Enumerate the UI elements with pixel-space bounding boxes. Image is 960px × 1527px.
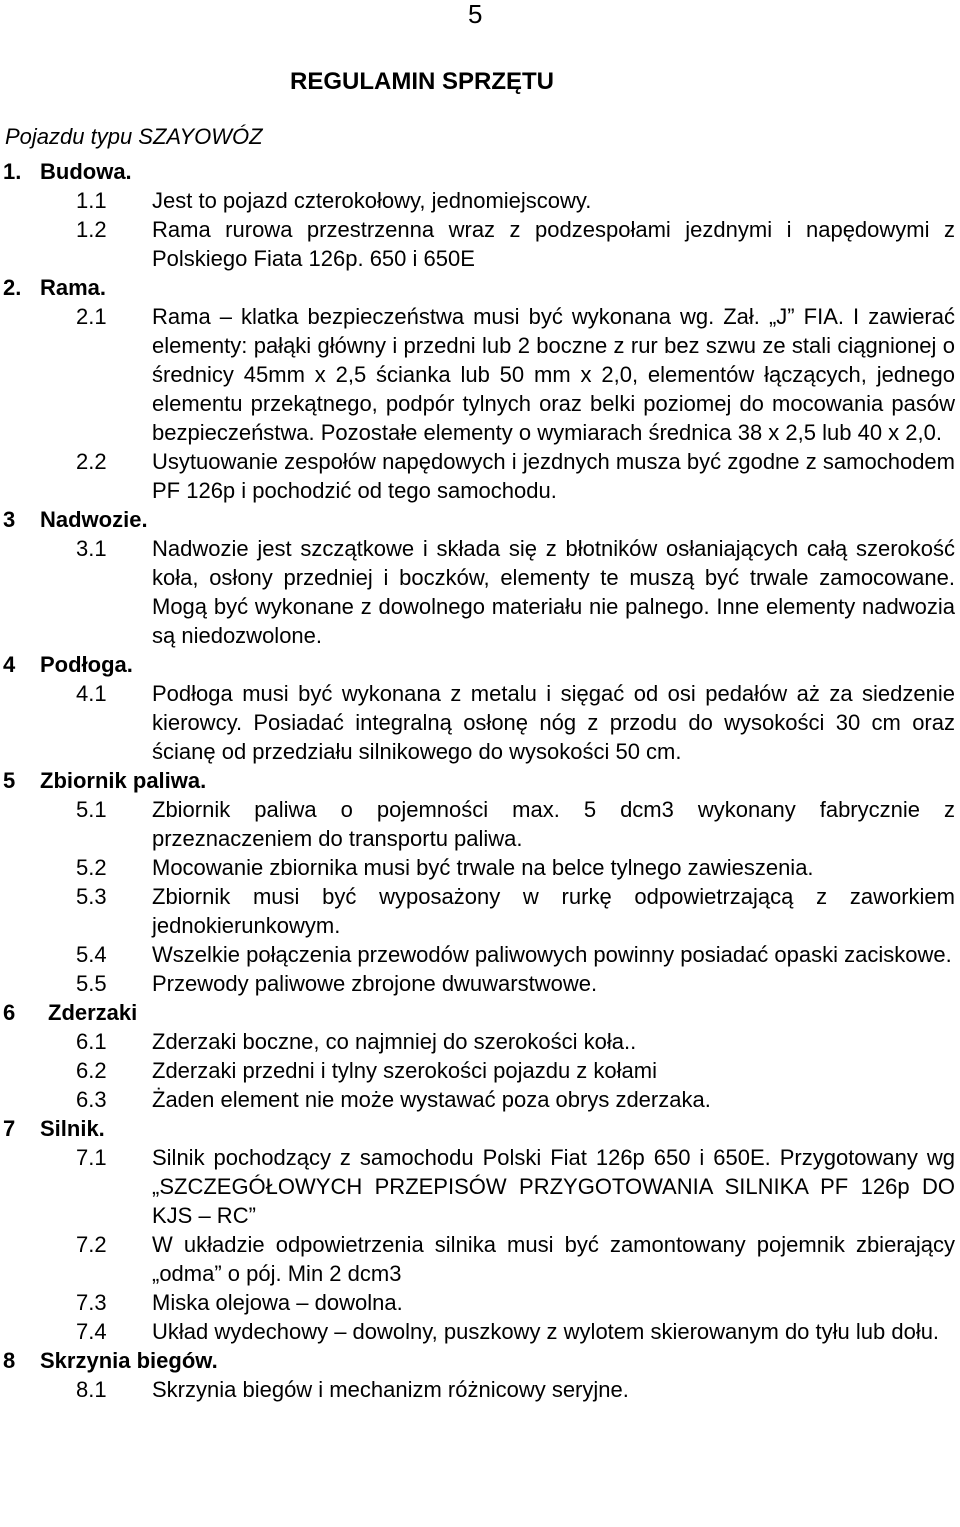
item-number: 5.4 <box>76 942 107 967</box>
section-number: 5 <box>3 768 16 793</box>
section-number: 4 <box>3 652 16 677</box>
item-text: Nadwozie jest szczątkowe i składa się z błotników osłaniających całą szerokość koła, osłony przedniej i boczków, elementy te muszą być trwale zamocowane. Mogą być wykonane z dowolnego materiału nie palnego. Inne elementy nadwozia są niedozwolone. <box>152 536 955 648</box>
regulation-item <box>0 447 960 505</box>
item-number: 5.3 <box>76 884 107 909</box>
item-number: 8.1 <box>76 1377 107 1402</box>
item-number: 5.2 <box>76 855 107 880</box>
regulation-item <box>0 853 960 882</box>
regulation-item <box>0 940 960 969</box>
section-title: Podłoga. <box>40 652 133 677</box>
document-title: REGULAMIN SPRZĘTU <box>290 68 554 95</box>
regulation-item <box>0 1027 960 1056</box>
item-number: 6.3 <box>76 1087 107 1112</box>
item-number: 1.1 <box>76 188 107 213</box>
item-text: Miska olejowa – dowolna. <box>152 1290 403 1315</box>
item-text: Układ wydechowy – dowolny, puszkowy z wylotem skierowanym do tyłu lub dołu. <box>152 1319 940 1344</box>
item-number: 6.2 <box>76 1058 107 1083</box>
item-text: Rama – klatka bezpieczeństwa musi być wykonana wg. Zał. „J” FIA. I zawierać elementy: pałąki główny i przedni lub 2 boczne z rur bez szwu ze stali ciągnionej o średnicy 45mm x 2,5 ścianka lub 50 mm x 2,0, elementów łączących, jednego elementu przekątnego, podpór tylnych oraz belki poziomej do mocowania pasów bezpieczeństwa. Pozostałe elementy o wymiarach średnica 38 x 2,5 lub 40 x 2,0. <box>152 304 955 445</box>
item-text: Rama rurowa przestrzenna wraz z podzespołami jezdnymi i napędowymi z Polskiego Fiata 126p. 650 i 650E <box>152 217 955 271</box>
regulation-item <box>0 1143 960 1230</box>
item-number: 5.1 <box>76 797 107 822</box>
section-number: 1. <box>3 159 22 184</box>
section-title: Zderzaki <box>48 1000 138 1025</box>
section-number: 7 <box>3 1116 16 1141</box>
item-text: Skrzynia biegów i mechanizm różnicowy seryjne. <box>152 1377 629 1402</box>
regulation-item <box>0 1085 960 1114</box>
section-number: 8 <box>3 1348 16 1373</box>
section-title: Silnik. <box>40 1116 105 1141</box>
item-text: Podłoga musi być wykonana z metalu i sięgać od osi pedałów aż za siedzenie kierowcy. Posiadać integralną osłonę nóg z przodu do wysokości 30 cm oraz ścianę od przedziału silnikowego do wysokości 50 cm. <box>152 681 955 764</box>
section-number: 6 <box>3 1000 16 1025</box>
item-number: 7.1 <box>76 1145 107 1170</box>
item-text: Zderzaki boczne, co najmniej do szerokości koła.. <box>152 1029 637 1054</box>
item-number: 7.4 <box>76 1319 107 1344</box>
item-number: 4.1 <box>76 681 107 706</box>
regulation-item <box>0 1288 960 1317</box>
section-heading <box>0 1346 960 1375</box>
regulation-item <box>0 186 960 215</box>
section-heading <box>0 1114 960 1143</box>
section-heading <box>0 273 960 302</box>
item-number: 6.1 <box>76 1029 107 1054</box>
section-heading <box>0 650 960 679</box>
item-text: Silnik pochodzący z samochodu Polski Fiat 126p 650 i 650E. Przygotowany wg „SZCZEGÓŁOWYCH PRZEPISÓW PRZYGOTOWANIA SILNIKA PF 126p DO KJS – RC” <box>152 1145 955 1228</box>
item-text: Zbiornik musi być wyposażony w rurkę odpowietrzającą z zaworkiem jednokierunkowym. <box>152 884 955 938</box>
item-text: Żaden element nie może wystawać poza obrys zderzaka. <box>152 1087 711 1112</box>
regulation-item <box>0 215 960 273</box>
item-number: 7.2 <box>76 1232 107 1257</box>
item-text: Zderzaki przedni i tylny szerokości pojazdu z kołami <box>152 1058 657 1083</box>
item-number: 2.1 <box>76 304 107 329</box>
item-number: 5.5 <box>76 971 107 996</box>
regulation-body <box>0 157 960 1404</box>
item-number: 3.1 <box>76 536 107 561</box>
section-number: 3 <box>3 507 16 532</box>
section-title: Nadwozie. <box>40 507 148 532</box>
item-text: Wszelkie połączenia przewodów paliwowych powinny posiadać opaski zaciskowe. <box>152 942 952 967</box>
regulation-item <box>0 679 960 766</box>
section-heading <box>0 157 960 186</box>
item-text: Usytuowanie zespołów napędowych i jezdnych musza być zgodne z samochodem PF 126p i pochodzić od tego samochodu. <box>152 449 955 503</box>
regulation-item <box>0 1230 960 1288</box>
section-title: Skrzynia biegów. <box>40 1348 218 1373</box>
item-number: 7.3 <box>76 1290 107 1315</box>
item-text: Mocowanie zbiornika musi być trwale na belce tylnego zawieszenia. <box>152 855 814 880</box>
section-heading <box>0 505 960 534</box>
regulation-item <box>0 1056 960 1085</box>
section-title: Rama. <box>40 275 107 300</box>
regulation-item <box>0 302 960 447</box>
regulation-item <box>0 969 960 998</box>
item-number: 2.2 <box>76 449 107 474</box>
page-number: 5 <box>468 0 483 29</box>
document-subtitle: Pojazdu typu SZAYOWÓZ <box>5 124 263 149</box>
section-number: 2. <box>3 275 22 300</box>
item-text: Jest to pojazd czterokołowy, jednomiejscowy. <box>152 188 592 213</box>
regulation-item <box>0 795 960 853</box>
regulation-item <box>0 882 960 940</box>
item-number: 1.2 <box>76 217 107 242</box>
section-title: Budowa. <box>40 159 132 184</box>
regulation-item <box>0 1375 960 1404</box>
section-heading <box>0 766 960 795</box>
item-text: Zbiornik paliwa o pojemności max. 5 dcm3 wykonany fabrycznie z przeznaczeniem do transportu paliwa. <box>152 797 955 851</box>
regulation-item <box>0 534 960 650</box>
section-heading <box>0 998 960 1027</box>
item-text: W układzie odpowietrzenia silnika musi być zamontowany pojemnik zbierający „odma” o pój. Min 2 dcm3 <box>152 1232 955 1286</box>
section-title: Zbiornik paliwa. <box>40 768 207 793</box>
item-text: Przewody paliwowe zbrojone dwuwarstwowe. <box>152 971 598 996</box>
regulation-item <box>0 1317 960 1346</box>
